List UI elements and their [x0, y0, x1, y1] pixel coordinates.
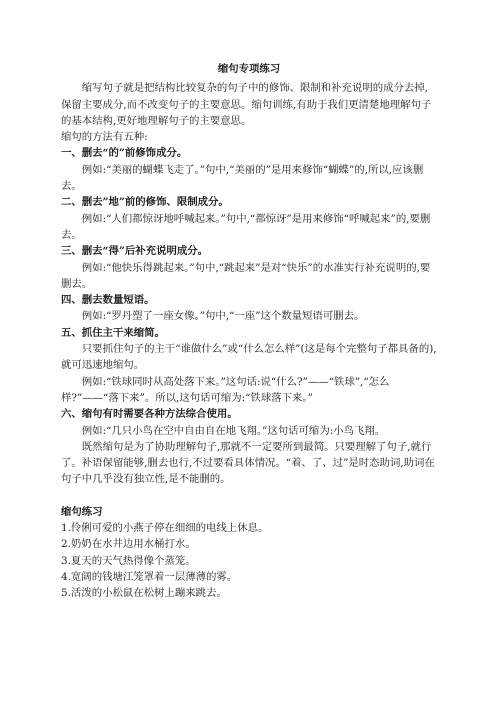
- intro-paragraph: 缩写句子就是把结构比较复杂的句子中的修饰、限制和补充说明的成分去掉,保留主要成分,而不改变句子的主要意思。缩句训练,有助于我们更清楚地理解句子的基本结构,更好地理解句子的主要意思。: [61, 82, 432, 127]
- section-4-example: 例如:“罗丹塑了一座女像。”句中,“一座”这个数量短语可删去。: [81, 310, 365, 323]
- section-spacer: [61, 488, 437, 504]
- practice-item-1: 1.伶俐可爱的小燕子停在细细的电线上休息。: [61, 522, 269, 535]
- methods-label: 缩句的方法有五种:: [61, 131, 148, 144]
- section-5-example: 例如:“铁球同时从高处落下来。”这句话:说“什么?”——“铁球”,“怎么样?”——“落下来”。所以,这句话可缩为:“铁球落下来。”: [61, 375, 390, 404]
- practice-item-4: 4.宽阔的钱塘江笼罩着一层薄薄的雾。: [61, 570, 238, 583]
- practice-title: 缩句练习: [61, 505, 103, 518]
- section-2-heading: 二、删去”地”前的修饰、限制成分。: [61, 196, 229, 209]
- section-2-example: 例如:“人们都惊讶地呼喊起来。”句中,“都惊讶”是用来修饰“呼喊起来”的,要删去。: [61, 212, 431, 241]
- document-title: 缩句专项练习: [217, 63, 281, 75]
- section-6-heading: 六、缩句有时需要各种方法综合使用。: [61, 408, 238, 421]
- section-5-heading: 五、抓住主干来缩简。: [61, 326, 165, 339]
- practice-item-5: 5.活泼的小松鼠在松树上蹦来跳去。: [61, 587, 227, 600]
- section-3-example: 例如:“他快乐得跳起来。”句中,“跳起来”是对“快乐”的水准实行补充说明的,要删去。: [61, 261, 431, 290]
- section-6-note: 既然缩句是为了协助理解句子,那就不一定要所到最简。只要理解了句子,就行了。补语保留能够,删去也行,不过要看具体情况。“着、了、过”是时态助词,助词在句子中几乎没有独立性,是不能删的。: [61, 440, 435, 486]
- section-3-heading: 三、删去“得”后补充说明成分。: [61, 245, 209, 258]
- practice-item-2: 2.奶奶在水井边用水桶打水。: [61, 538, 196, 551]
- section-1-heading: 一、删去“的”前修饰成分。: [61, 147, 188, 160]
- section-5-explanation: 只要抓住句子的主干“谁做什么”或“什么怎么样”(这是每个完整句子都具备的),就可迅速地缩句。: [61, 343, 437, 372]
- section-1-example: 例如:“美丽的蝴蝶飞走了。”句中,“美丽的”是用来修饰“蝴蝶”的,所以,应该删去。: [61, 163, 424, 193]
- document-body: [61, 61, 437, 602]
- practice-item-3: 3.夏天的天气热得像个蒸笼。: [61, 554, 196, 567]
- section-4-heading: 四、删去数量短语。: [61, 294, 155, 307]
- section-6-example: 例如:“几只小鸟在空中自由自在地飞翔。”这句话可缩为:小鸟飞翔。: [81, 424, 386, 437]
